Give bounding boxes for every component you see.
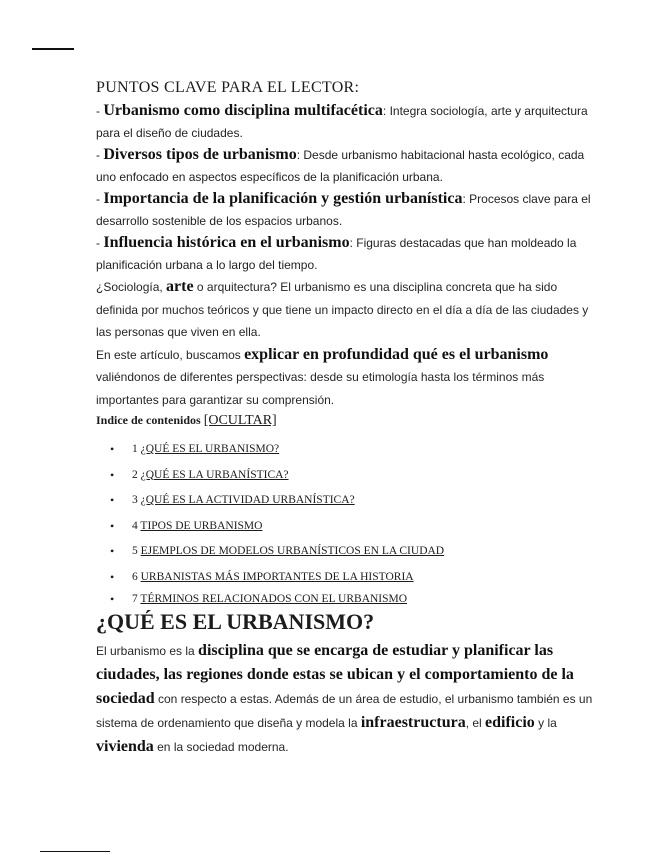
section-emphasis: vivienda [96, 738, 154, 755]
toc-item [110, 590, 596, 608]
bullet-icon: • [110, 518, 115, 533]
bullet-icon: • [110, 493, 115, 507]
intro-text: o arquitectura? El urbanismo es una disciplina concreta que ha sido definida por muchos teóricos y que tiene un impacto directo en el día a día de las ciudades y las personas que viven en ella. [96, 280, 589, 339]
toc-item [110, 463, 596, 489]
bullet-icon: • [110, 467, 115, 482]
key-point [96, 100, 596, 144]
toc-item [110, 437, 596, 463]
toc-link[interactable]: EJEMPLOS DE MODELOS URBANÍSTICOS EN LA CIUDAD [140, 545, 445, 557]
key-point-text: Desde urbanismo habitacional hasta ecológico, cada uno enfocado en aspectos específicos de la planificación urbana. [96, 148, 585, 184]
key-point-dash: - [96, 236, 104, 250]
key-point [96, 188, 596, 232]
key-point-title: Urbanismo como disciplina multifacética [103, 102, 383, 119]
toc-item-number: 3 [132, 494, 138, 506]
toc-item [110, 488, 596, 514]
key-points-heading: PUNTOS CLAVE PARA EL LECTOR: [96, 79, 360, 96]
section-text: , el [465, 716, 486, 730]
toc-link[interactable]: ¿QUÉ ES LA ACTIVIDAD URBANÍSTICA? [140, 494, 355, 506]
scan-mark-top [32, 48, 74, 50]
section-emphasis: edificio [485, 714, 535, 731]
section-emphasis: infraestructura [360, 714, 466, 731]
toc-item [110, 539, 596, 565]
key-points-list [96, 100, 596, 276]
toc-item-number: 4 [132, 519, 138, 532]
intro-paragraph-1 [96, 276, 596, 344]
intro-emphasis: arte [166, 278, 194, 295]
bullet-icon: • [110, 544, 115, 558]
toc-item-number: 7 [132, 593, 138, 605]
bullet-icon: • [110, 569, 115, 584]
key-point-title: Influencia histórica en el urbanismo [103, 234, 350, 251]
document-page [96, 78, 596, 759]
toc-item [110, 514, 596, 540]
intro-text: valiéndonos de diferentes perspectivas: desde su etimología hasta los términos más importantes para garantizar su comprensión. [96, 370, 545, 407]
toc-link[interactable]: TÉRMINOS RELACIONADOS CON EL URBANISMO [140, 593, 408, 605]
bullet-icon: • [110, 442, 115, 456]
section-text: con respecto a estas. Además de un área de estudio, el urbanismo también es un sistema de ordenamiento que diseña y modela la [96, 692, 593, 730]
key-point-dash: - [96, 192, 104, 206]
key-point-text: Procesos clave para el desarrollo sostenible de los espacios urbanos. [96, 192, 591, 228]
toc-link[interactable]: ¿QUÉ ES LA URBANÍSTICA? [140, 468, 289, 481]
key-point-sep: : [296, 148, 304, 162]
toc-item-number: 6 [132, 570, 138, 583]
toc-link[interactable]: URBANISTAS MÁS IMPORTANTES DE LA HISTORIA [140, 570, 414, 583]
key-point-dash: - [96, 104, 104, 118]
toc-item-number: 1 [132, 443, 138, 455]
section-paragraph [96, 639, 596, 759]
key-point-dash: - [96, 148, 104, 162]
key-point-text: Integra sociología, arte y arquitectura para el diseño de ciudades. [96, 104, 588, 140]
scan-mark-bottom [40, 851, 110, 852]
intro-emphasis: explicar en profundidad qué es el urbanismo [244, 345, 549, 363]
key-point-sep: : [349, 236, 357, 250]
intro-text: ¿Sociología, [96, 280, 167, 294]
key-point-sep: : [382, 104, 390, 118]
toc-list [96, 437, 596, 608]
toc-link[interactable]: ¿QUÉ ES EL URBANISMO? [140, 443, 280, 455]
key-point [96, 144, 596, 188]
section-text: El urbanismo es la [96, 644, 199, 658]
key-point-sep: : [462, 192, 470, 206]
toc-hide-link[interactable]: [OCULTAR] [203, 413, 277, 428]
key-point [96, 232, 596, 276]
toc-item-number: 5 [132, 545, 138, 557]
intro-text: En este artículo, buscamos [96, 347, 245, 362]
key-point-title: Importancia de la planificación y gestión urbanística [103, 190, 463, 207]
toc-title [96, 413, 596, 429]
intro-paragraph-2 [96, 344, 596, 412]
section-emphasis: disciplina que se encarga de estudiar y planificar las ciudades, las regiones donde estas se ubican y el comportamiento de la sociedad [96, 642, 574, 707]
toc-link[interactable]: TIPOS DE URBANISMO [140, 519, 263, 532]
section-text: y la [534, 716, 557, 730]
section-text: en la sociedad moderna. [153, 740, 289, 754]
key-point-title: Diversos tipos de urbanismo [103, 146, 297, 163]
section-title: ¿QUÉ ES EL URBANISMO? [96, 609, 375, 634]
toc-item-number: 2 [132, 468, 138, 481]
key-point-text: Figuras destacadas que han moldeado la planificación urbana a lo largo del tiempo. [96, 236, 577, 272]
toc-title-label: Indice de contenidos [96, 413, 204, 427]
bullet-icon: • [110, 592, 115, 606]
toc-item [110, 565, 596, 591]
